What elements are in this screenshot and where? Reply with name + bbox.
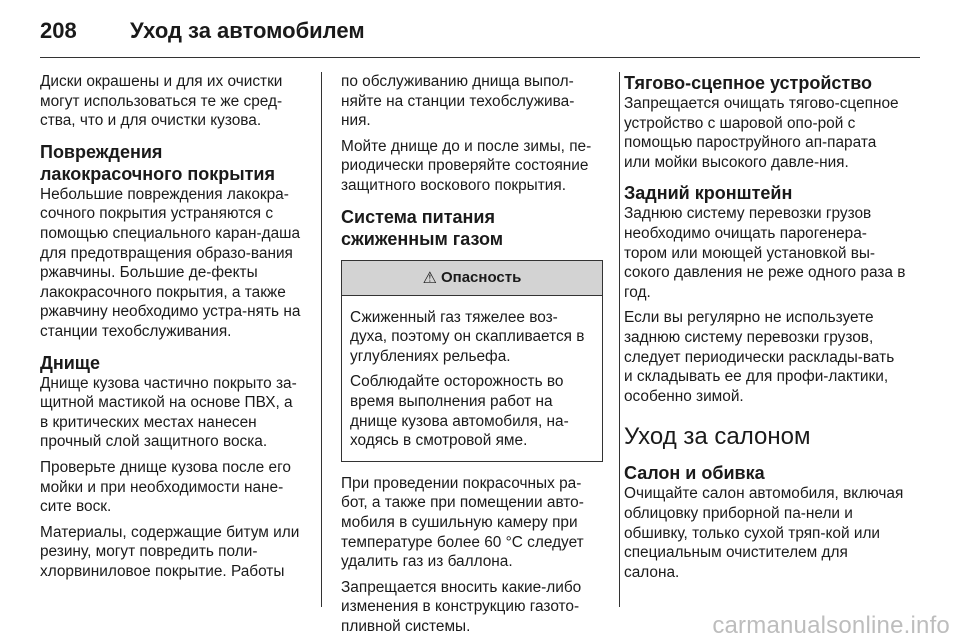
heading-paint-damage: Повреждения лакокрасочного покрытия xyxy=(40,141,275,184)
danger-body xyxy=(342,296,602,461)
heading-interior-care: Уход за салоном xyxy=(624,423,811,451)
paragraph-modification: Запрещается вносить какие-либо изменения в конструкцию газото-пливной системы. xyxy=(341,578,582,635)
paragraph-underbody-2: Проверьте днище кузова после его мойки и при необходимости нане-сите воск. xyxy=(40,458,291,516)
heading-rear-carrier: Задний кронштейн xyxy=(624,183,793,204)
paragraph-underbody-cont: по обслуживанию днища выпол-няйте на станции техобслужива-ния. xyxy=(341,73,575,130)
page-header xyxy=(40,0,920,62)
column-divider-1 xyxy=(321,72,322,607)
column-divider-2 xyxy=(619,72,620,607)
danger-paragraph-2: Соблюдайте осторожность во время выполнения работ на днище кузова автомобиля, на-ходясь в смотровой яме. xyxy=(350,373,569,450)
page-title: Уход за автомобилем xyxy=(130,18,365,43)
warning-triangle-icon: ⚠ xyxy=(422,269,437,287)
paragraph-winter: Мойте днище до и после зимы, пе-риодически проверяйте состояние защитного воскового покрытия. xyxy=(341,137,592,194)
column-3 xyxy=(624,72,906,588)
paragraph-wheels: Диски окрашены и для их очистки могут использоваться те же сред-ства, что и для очистки кузова. xyxy=(40,73,283,130)
page-number: 208 xyxy=(40,18,77,43)
heading-cabin-upholstery: Салон и обивка xyxy=(624,463,765,484)
paragraph-paint-damage: Небольшие повреждения лакокра-сочного покрытия устраняются с помощью специального каран-даша для предотвращения образо-вания ржавчины. Большие де-фекты лакокрасочного покрытия, а также ржавчину необходимо устра-нять на станции техобслуживания. xyxy=(40,185,301,340)
header-divider xyxy=(40,57,920,58)
danger-title: Опасность xyxy=(440,269,522,287)
paragraph-rear-carrier-2: Если вы регулярно не используете заднюю систему перевозки грузов, следует периодически расклады-вать и складывать ее для профи-лактики, особенно зимой. xyxy=(624,309,895,405)
paragraph-underbody-3: Материалы, содержащие битум или резину, могут повредить поли-хлорвиниловое покрытие. Работы xyxy=(40,523,300,580)
paragraph-underbody-1: Днище кузова частично покрыто за-щитной мастикой на основе ПВХ, а в критических местах нанесен прочный слой защитного воска. xyxy=(40,374,297,451)
danger-header xyxy=(342,261,602,296)
watermark: carmanualsonline.info xyxy=(712,612,950,639)
danger-paragraph-1: Сжиженный газ тяжелее воз-духа, поэтому он скапливается в углублениях рельефа. xyxy=(350,308,585,365)
paragraph-painting: При проведении покрасочных ра-бот, а также при помещении авто-мобиля в сушильную камеру при температуре более 60 °C следует удалить газ из баллона. xyxy=(341,474,584,571)
danger-box xyxy=(341,260,603,462)
heading-towbar: Тягово-сцепное устройство xyxy=(624,73,873,93)
paragraph-rear-carrier-1: Заднюю систему перевозки грузов необходимо очищать парогенера-тором или моющей установкой вы-сокого давления не реже одного раза в год. xyxy=(624,205,906,301)
paragraph-towbar: Запрещается очищать тягово-сцепное устройство с шаровой опо-рой с помощью пароструйного ап-парата или мойки высокого давле-ния. xyxy=(624,95,899,171)
heading-underbody: Днище xyxy=(40,352,100,373)
paragraph-cabin: Очищайте салон автомобиля, включая облицовку приборной па-нели и обшивку, только сухой тряп-кой или специальным очистителем для салона. xyxy=(624,485,904,581)
column-2 xyxy=(341,72,603,642)
heading-lpg-system: Система питания сжиженным газом xyxy=(341,206,504,249)
column-1 xyxy=(40,72,302,587)
